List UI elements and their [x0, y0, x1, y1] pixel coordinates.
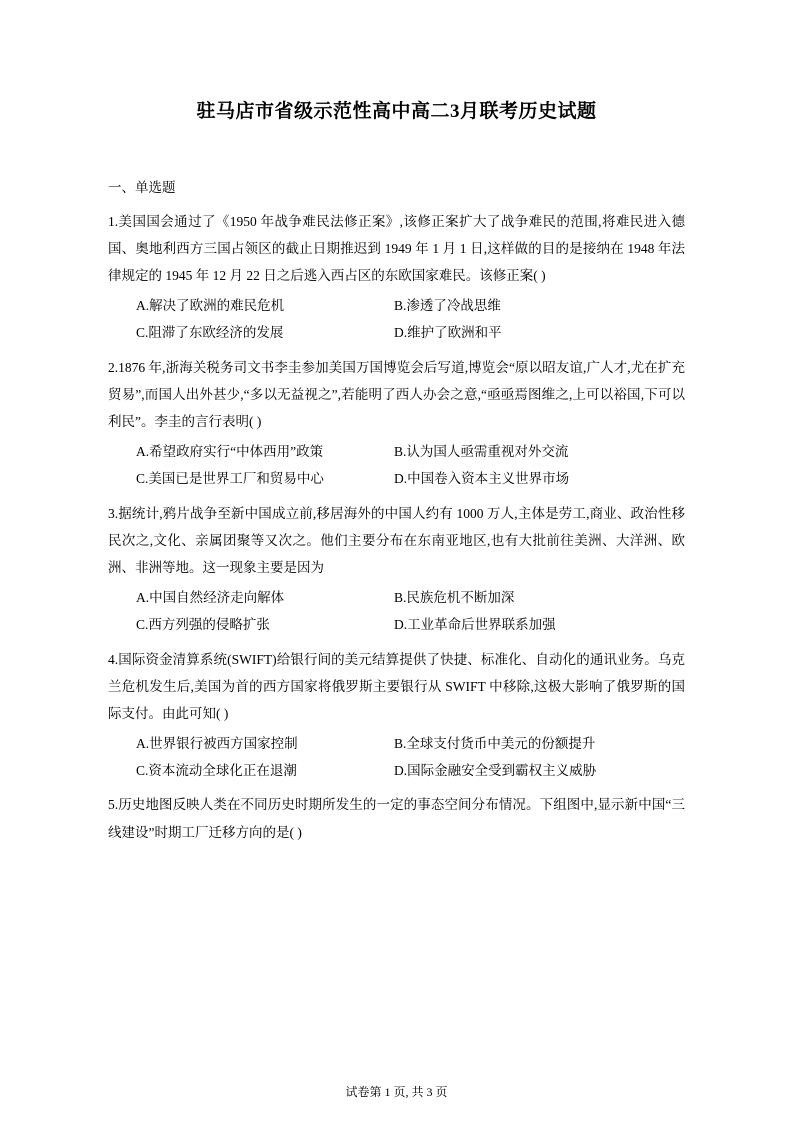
- option-row: [108, 757, 685, 784]
- option-c[interactable]: C.资本流动全球化正在退潮: [136, 763, 297, 779]
- page-title: 驻马店市省级示范性高中高二3月联考历史试题: [196, 101, 597, 122]
- option-b[interactable]: B.全球支付货币中美元的份额提升: [394, 735, 596, 751]
- option-row: [108, 438, 685, 465]
- question-options: [108, 292, 685, 347]
- option-c[interactable]: C.西方列强的侵略扩张: [136, 617, 270, 633]
- page-footer: 试卷第 1 页, 共 3 页: [345, 1085, 448, 1099]
- option-row: [108, 319, 685, 346]
- question-options: [108, 584, 685, 639]
- question-number: 4.: [108, 651, 119, 667]
- question-stem: 国际资金清算系统(SWIFT)给银行间的美元结算提供了快捷、标准化、自动化的通讯业务。乌克兰危机发生后,美国为首的西方国家将俄罗斯主要银行从 SWIFT 中移除,这极大影响了俄罗斯的国际支付。由此可知( ): [108, 651, 685, 722]
- question-item: [108, 208, 685, 290]
- option-d[interactable]: D.工业革命后世界联系加强: [394, 617, 556, 633]
- option-a[interactable]: A.希望政府实行“中体西用”政策: [136, 443, 324, 459]
- option-c[interactable]: C.阻滞了东欧经济的发展: [136, 325, 284, 341]
- question-item: [108, 500, 685, 582]
- question-item: [108, 646, 685, 728]
- option-a[interactable]: A.中国自然经济走向解体: [136, 589, 285, 605]
- question-item: [108, 354, 685, 436]
- question-stem: 1876 年,浙海关税务司文书李圭参加美国万国博览会后写道,博览会“原以昭友谊,广人才,尤在扩充贸易”,而国人出外甚少,“多以无益视之”,若能明了西人办会之意,“亟亟焉图维之,上可以裕国,下可以利民”。李圭的言行表明( ): [108, 359, 685, 430]
- section-label: 一、单选题: [108, 180, 176, 195]
- option-b[interactable]: B.民族危机不断加深: [394, 589, 515, 605]
- question-options: [108, 730, 685, 785]
- option-d[interactable]: D.中国卷入资本主义世界市场: [394, 471, 570, 487]
- option-row: [108, 730, 685, 757]
- question-number: 2.: [108, 359, 119, 375]
- option-row: [108, 611, 685, 638]
- question-item: [108, 791, 685, 846]
- option-a[interactable]: A.世界银行被西方国家控制: [136, 735, 298, 751]
- option-row: [108, 465, 685, 492]
- option-b[interactable]: B.认为国人亟需重视对外交流: [394, 443, 569, 459]
- question-stem: 美国国会通过了《1950 年战争难民法修正案》,该修正案扩大了战争难民的范围,将难民进入德国、奥地利西方三国占领区的截止日期推迟到 1949 年 1 月 1 日,这样做的目的是接纳在 1948 年法律规定的 1945 年 12 月 22 日之后逃入西占区的东欧国家难民。该修正案( ): [108, 213, 685, 284]
- option-b[interactable]: B.渗透了冷战思维: [394, 297, 501, 313]
- option-d[interactable]: D.国际金融安全受到霸权主义威胁: [394, 763, 597, 779]
- question-number: 5.: [108, 797, 119, 813]
- question-stem: 历史地图反映人类在不同历史时期所发生的一定的事态空间分布情况。下组图中,显示新中国“三线建设”时期工厂迁移方向的是( ): [108, 797, 685, 840]
- question-stem: 据统计,鸦片战争至新中国成立前,移居海外的中国人约有 1000 万人,主体是劳工,商业、政治性移民次之,文化、亲属团聚等又次之。他们主要分布在东南亚地区,也有大批前往美洲、大洋洲、欧洲、非洲等地。这一现象主要是因为: [108, 505, 685, 576]
- question-options: [108, 438, 685, 493]
- option-row: [108, 292, 685, 319]
- option-row: [108, 584, 685, 611]
- option-c[interactable]: C.美国已是世界工厂和贸易中心: [136, 471, 324, 487]
- option-a[interactable]: A.解决了欧洲的难民危机: [136, 297, 285, 313]
- option-d[interactable]: D.维护了欧洲和平: [394, 325, 502, 341]
- question-number: 1.: [108, 213, 119, 229]
- question-number: 3.: [108, 505, 119, 521]
